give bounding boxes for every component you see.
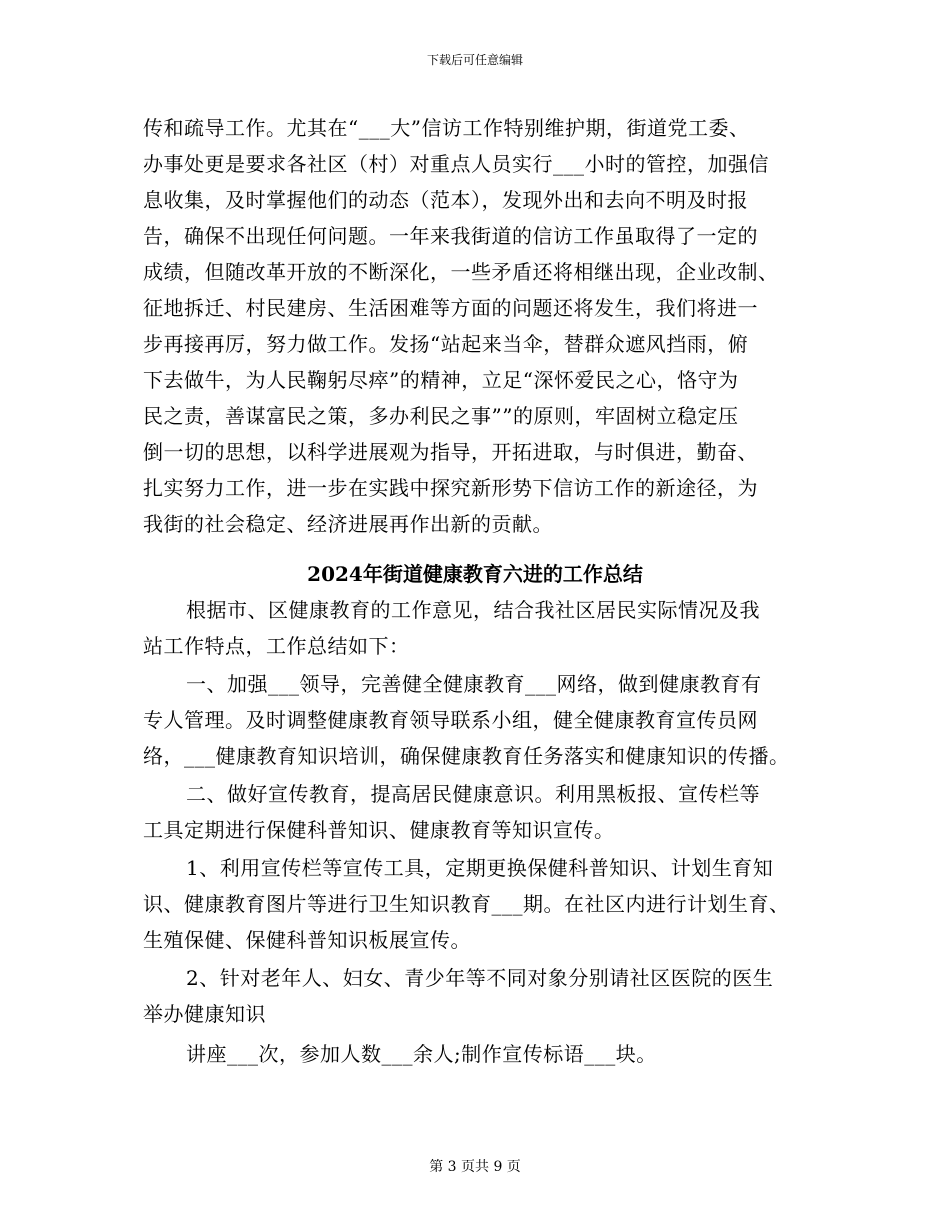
text-line: 我街的社会稳定、经济进展再作出新的贡献。	[143, 512, 553, 536]
page-header: 下载后可任意编辑	[426, 53, 523, 67]
text-line: 生殖保健、保健科普知识板展宣传。	[143, 928, 471, 952]
text-line: 工具定期进行保健科普知识、健康教育等知识宣传。	[143, 818, 615, 842]
section-title: 2024年街道健康教育六进的工作总结	[307, 562, 643, 586]
paragraph-start: 根据市、区健康教育的工作意见，结合我社区居民实际情况及我	[186, 598, 760, 622]
text-line: 识、健康教育图片等进行卫生知识教育___期。在社区内进行计划生育、	[143, 892, 790, 916]
text-line: 成绩，但随改革开放的不断深化，一些矛盾还将相继出现，企业改制、	[143, 260, 779, 284]
text-line: 传和疏导工作。尤其在“___大”信访工作特别维护期，街道党工委、	[143, 116, 750, 140]
text-line: 专人管理。及时调整健康教育领导联系小组，健全健康教育宣传员网	[143, 708, 758, 732]
text-line: 站工作特点，工作总结如下：	[143, 634, 410, 658]
text-line: 络，___健康教育知识培训，确保健康教育任务落实和健康知识的传播。	[143, 744, 790, 768]
text-line: 倒一切的思想，以科学进展观为指导，开拓进取，与时俱进，勤奋、	[143, 440, 758, 464]
text-line: 息收集，及时掌握他们的动态（范本），发现外出和去向不明及时报	[143, 188, 748, 212]
text-line: 扎实努力工作，进一步在实践中探究新形势下信访工作的新途径，为	[143, 476, 758, 500]
text-line: 举办健康知识	[143, 1002, 266, 1026]
text-line: 征地拆迁、村民建房、生活困难等方面的问题还将发生，我们将进一	[143, 296, 758, 320]
text-line: 民之责，善谋富民之策，多办利民之事””的原则，牢固树立稳定压	[143, 404, 739, 428]
page-number: 第 3 页共 9 页	[429, 1159, 521, 1175]
text-line: 告，确保不出现任何问题。一年来我街道的信访工作虽取得了一定的	[143, 224, 758, 248]
paragraph-start: 1、利用宣传栏等宣传工具，定期更换保健科普知识、计划生育知	[186, 856, 774, 880]
text-line: 办事处更是要求各社区（村）对重点人员实行___小时的管控，加强信	[143, 152, 769, 176]
paragraph-start: 讲座___次，参加人数___余人;制作宣传标语___块。	[186, 1042, 657, 1066]
paragraph-start: 二、做好宣传教育，提高居民健康意识。利用黑板报、宣传栏等	[186, 782, 760, 806]
text-line: 步再接再厉，努力做工作。发扬“站起来当伞，替群众遮风挡雨，俯	[143, 332, 749, 356]
text-line: 下去做牛，为人民鞠躬尽瘁”的精神，立足“深怀爱民之心，恪守为	[143, 368, 739, 392]
paragraph-start: 一、加强___领导，完善健全健康教育___网络，做到健康教育有	[186, 672, 762, 696]
paragraph-start: 2、针对老年人、妇女、青少年等不同对象分别请社区医院的医生	[186, 966, 774, 990]
